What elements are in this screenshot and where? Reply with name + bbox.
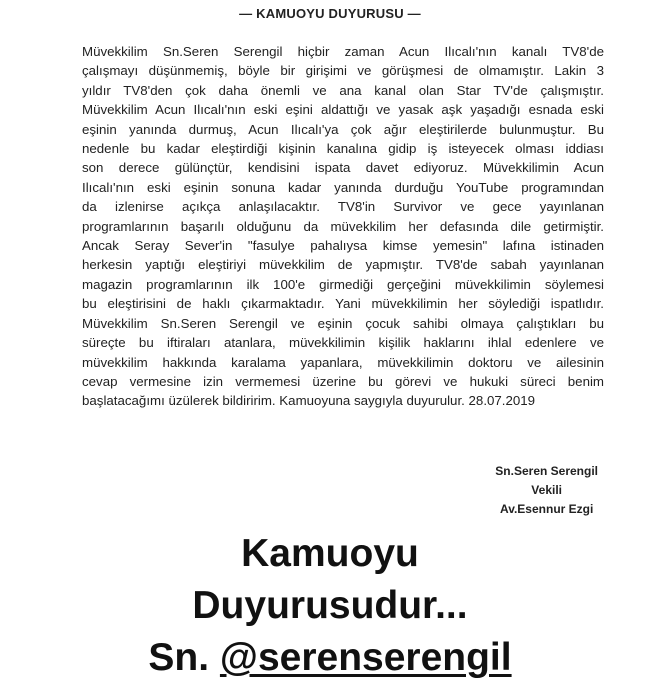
signature-block <box>495 462 598 519</box>
statement-body <box>82 42 604 411</box>
statement-line: başlatacağımı üzülerek bildiririm. Kamuoyuna saygıyla duyurulur. 28.07.2019 <box>82 393 536 409</box>
statement-line: magazin programlarının ilk 100'e girmediği gerçeğini müvekkilimin söylemesi <box>82 276 604 292</box>
statement-line: da izlenirse açıkça anlaşılacaktır. TV8'in Survivor ve gece yayınlanan <box>82 199 604 215</box>
signature-lawyer: Av.Esennur Ezgi <box>499 502 594 516</box>
statement-line: Müvekkilim Acun Ilıcalı'nın eski eşini aldattığı ve yasak aşk yaşadığı esnada eski <box>82 102 604 118</box>
story-caption <box>0 528 660 684</box>
statement-line: son derece gülünçtür, kendisini ispata davet ediyoruz. Müvekkilimin Acun <box>82 160 604 176</box>
statement-line: müvekkilim hakkında karalama yapanlara, müvekkilimin doktoru ve ailesinin <box>82 354 604 370</box>
statement-line: cevap vermesine izin vermemesi üzerine bu görevi ve hukuki süreci benim <box>82 373 604 389</box>
statement-line: süreçte bu iftiraları atanlara, müvekkilimin kişilik haklarını ihlal edenlere ve <box>82 335 604 351</box>
caption-line-2: Duyurusudur... <box>192 584 468 627</box>
statement-line: bu eleştirisini de haklı çıkarmaktadır. Yani müvekkilimin her söylediği ispatlıdır. <box>82 296 604 312</box>
signature-role: Vekili <box>531 483 562 497</box>
statement-line: Ancak Seray Sever'in "fasulye pahalıysa kimse yemesin" lafına istinaden <box>82 238 604 254</box>
statement-line: yıldır TV8'den çok daha önemli ve ana kanal olan Star TV'de çalışmıştır. <box>82 82 604 98</box>
signature-client-name: Sn.Seren Serengil <box>495 464 598 478</box>
statement-line: herkesin yaptığı eleştiriyi müvekkilim de yapmıştır. TV8'de sabah yayınlanan <box>82 257 604 273</box>
statement-line: Müvekkilim Sn.Seren Serengil hiçbir zaman Acun Ilıcalı'nın kanalı TV8'de <box>82 44 604 59</box>
caption-prefix: Sn. <box>148 636 220 679</box>
statement-line: Ilıcalı'nın eski eşinin sonuna kadar yanında durduğu YouTube programından <box>82 179 604 195</box>
statement-line: nedenle bu kadar eleştirdiği kişinin kanalına gidip iş isteyecek olması iddiası <box>82 141 604 157</box>
mention-link[interactable]: @serenserengil <box>219 636 512 679</box>
statement-line: programlarının başarılı olduğunu da müvekkilim her defasında dile getirmiştir. <box>82 218 604 234</box>
caption-line-1: Kamuoyu <box>241 532 419 575</box>
statement-line: çalışmayı düşünmemiş, böyle bir girişimi ve görüşmesi de olmamıştır. Lakin 3 <box>82 63 604 79</box>
statement-line: Müvekkilim Sn.Seren Serengil ve eşinin çocuk sahibi olmaya çalıştıkları bu <box>82 315 604 331</box>
caption-line-3 <box>0 632 660 684</box>
document-title: — KAMUOYU DUYURUSU — <box>239 6 421 21</box>
statement-line: eşinin yanında durmuş, Acun Ilıcalı'ya çok ağır eleştirilerde bulunmuştur. Bu <box>82 121 604 137</box>
